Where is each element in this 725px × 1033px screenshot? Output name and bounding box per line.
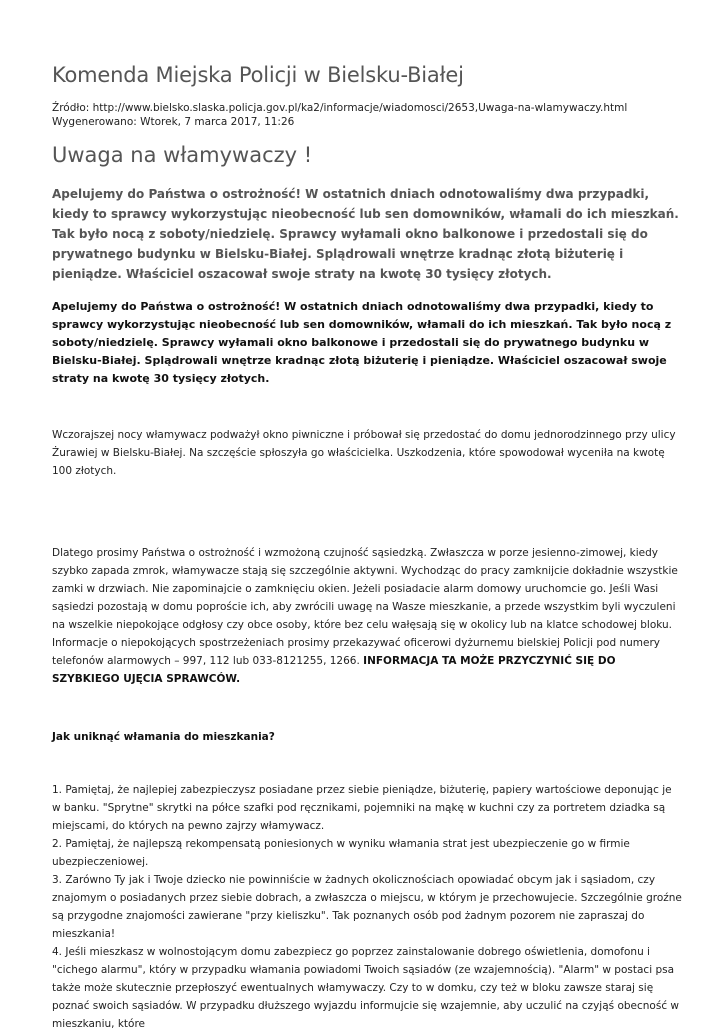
paragraph-appeal	[52, 544, 682, 688]
tip-item: 4. Jeśli mieszkasz w wolnostojącym domu zabezpiecz go poprzez zainstalowanie dobrego oświetlenia, domofonu i "cichego alarmu", który w przypadku włamania powiadomi Twoich sąsiadów (ze wzajemnością). "Alarm" w postaci psa także może skutecznie przepłoszyć ewentualnych włamywaczy. Czy to w domku, czy też w bloku zawsze staraj się poznać swoich sąsiadów. W przypadku dłuższego wyjazdu informujcie się wzajemnie, aby uczulić na czyjąś obecność w mieszkaniu, które	[52, 946, 680, 1030]
article-lead: Apelujemy do Państwa o ostrożność! W ostatnich dniach odnotowaliśmy dwa przypadki, kiedy to sprawcy wykorzystując nieobecność lub sen domowników, włamali do ich mieszkań. Tak było nocą z soboty/niedzielę. Sprawcy wyłamali okno balkonowe i przedostali się do prywatnego budynku w Bielsku-Białej. Splądrowali wnętrze kradnąc złotą biżuterię i pieniądze. Właściciel oszacował swoje straty na kwotę 30 tysięcy złotych.	[52, 187, 679, 281]
paragraph-incident: Wczorajszej nocy włamywacz podważył okno piwniczne i próbował się przedostać do domu jednorodzinnego przy ulicy Żurawiej w Bielsku-Białej. Na szczęście spłoszyła go właścicielka. Uszkodzenia, które spowodował wyceniła na kwotę 100 złotych.	[52, 429, 676, 477]
article-title: Uwaga na włamywaczy !	[52, 143, 313, 167]
tip-item: 1. Pamiętaj, że najlepiej zabezpieczysz posiadane przez siebie pieniądze, biżuterię, papiery wartościowe deponując je w banku. "Sprytne" skrytki na półce szafki pod ręcznikami, pojemniki na mąkę w kuchni czy za portretem dziadka są miejscami, do których na pewno zajrzy włamywacz.	[52, 784, 672, 832]
source-line: Źródło: http://www.bielsko.slaska.policja.gov.pl/ka2/informacje/wiadomosci/2653,Uwaga-na-wlamywaczy.html	[52, 102, 628, 114]
paragraph-appeal-text: Dlatego prosimy Państwa o ostrożność i wzmożoną czujność sąsiedzką. Zwłaszcza w porze jesienno-zimowej, kiedy szybko zapada zmrok, włamywacze stają się szczególnie aktywni. Wychodząc do pracy zamknijcie dokładnie wszystkie zamki w drzwiach. Nie zapominajcie o zamknięciu okien. Jeżeli posiadacie alarm domowy uruchomcie go. Jeśli Wasi sąsiedzi pozostają w domu poproście ich, aby zwrócili uwagę na Wasze mieszkanie, a przede wszystkim byli wyczuleni na wszelkie niepokojące odgłosy czy obce osoby, które bez celu wałęsają się w okolicy lub na klatce schodowej bloku. Informacje o niepokojących spostrzeżeniach prosimy przekazywać oficerowi dyżurnemu bielskiej Policji pod numery telefonów alarmowych – 997, 112 lub 033-8121255, 1266.	[52, 547, 678, 667]
document-page	[52, 58, 682, 1033]
tip-item: 2. Pamiętaj, że najlepszą rekompensatą poniesionych w wyniku włamania strat jest ubezpieczenie go w firmie ubezpieczeniowej.	[52, 838, 630, 868]
generated-line: Wygenerowano: Wtorek, 7 marca 2017, 11:26	[52, 116, 295, 128]
paragraph-appeal-emphasis: INFORMACJA TA MOŻE PRZYCZYNIĆ SIĘ DO SZYBKIEGO UJĘCIA SPRAWCÓW.	[52, 655, 616, 685]
tips-list	[52, 781, 682, 1033]
article-lead-repeat: Apelujemy do Państwa o ostrożność! W ostatnich dniach odnotowaliśmy dwa przypadki, kiedy to sprawcy wykorzystując nieobecność lub sen domowników, włamali do ich mieszkań. Tak było nocą z soboty/niedzielę. Sprawcy wyłamali okno balkonowe i przedostali się do prywatnego budynku w Bielsku-Białej. Splądrowali wnętrze kradnąc złotą biżuterię i pieniądze. Właściciel oszacował swoje straty na kwotę 30 tysięcy złotych.	[52, 300, 672, 385]
document-meta	[52, 101, 682, 129]
site-title: Komenda Miejska Policji w Bielsku-Białej	[52, 63, 464, 87]
tips-heading: Jak uniknąć włamania do mieszkania?	[52, 731, 275, 743]
tip-item: 3. Zarówno Ty jak i Twoje dziecko nie powinniście w żadnych okolicznościach opowiadać obcym jak i sąsiadom, czy znajomym o posiadanych przez siebie dobrach, a zwłaszcza o miejscu, w którym je przechowujecie. Szczególnie groźne są przygodne znajomości zawierane "przy kieliszku". Tak poznanych osób pod żadnym pozorem nie zapraszaj do mieszkania!	[52, 874, 682, 940]
